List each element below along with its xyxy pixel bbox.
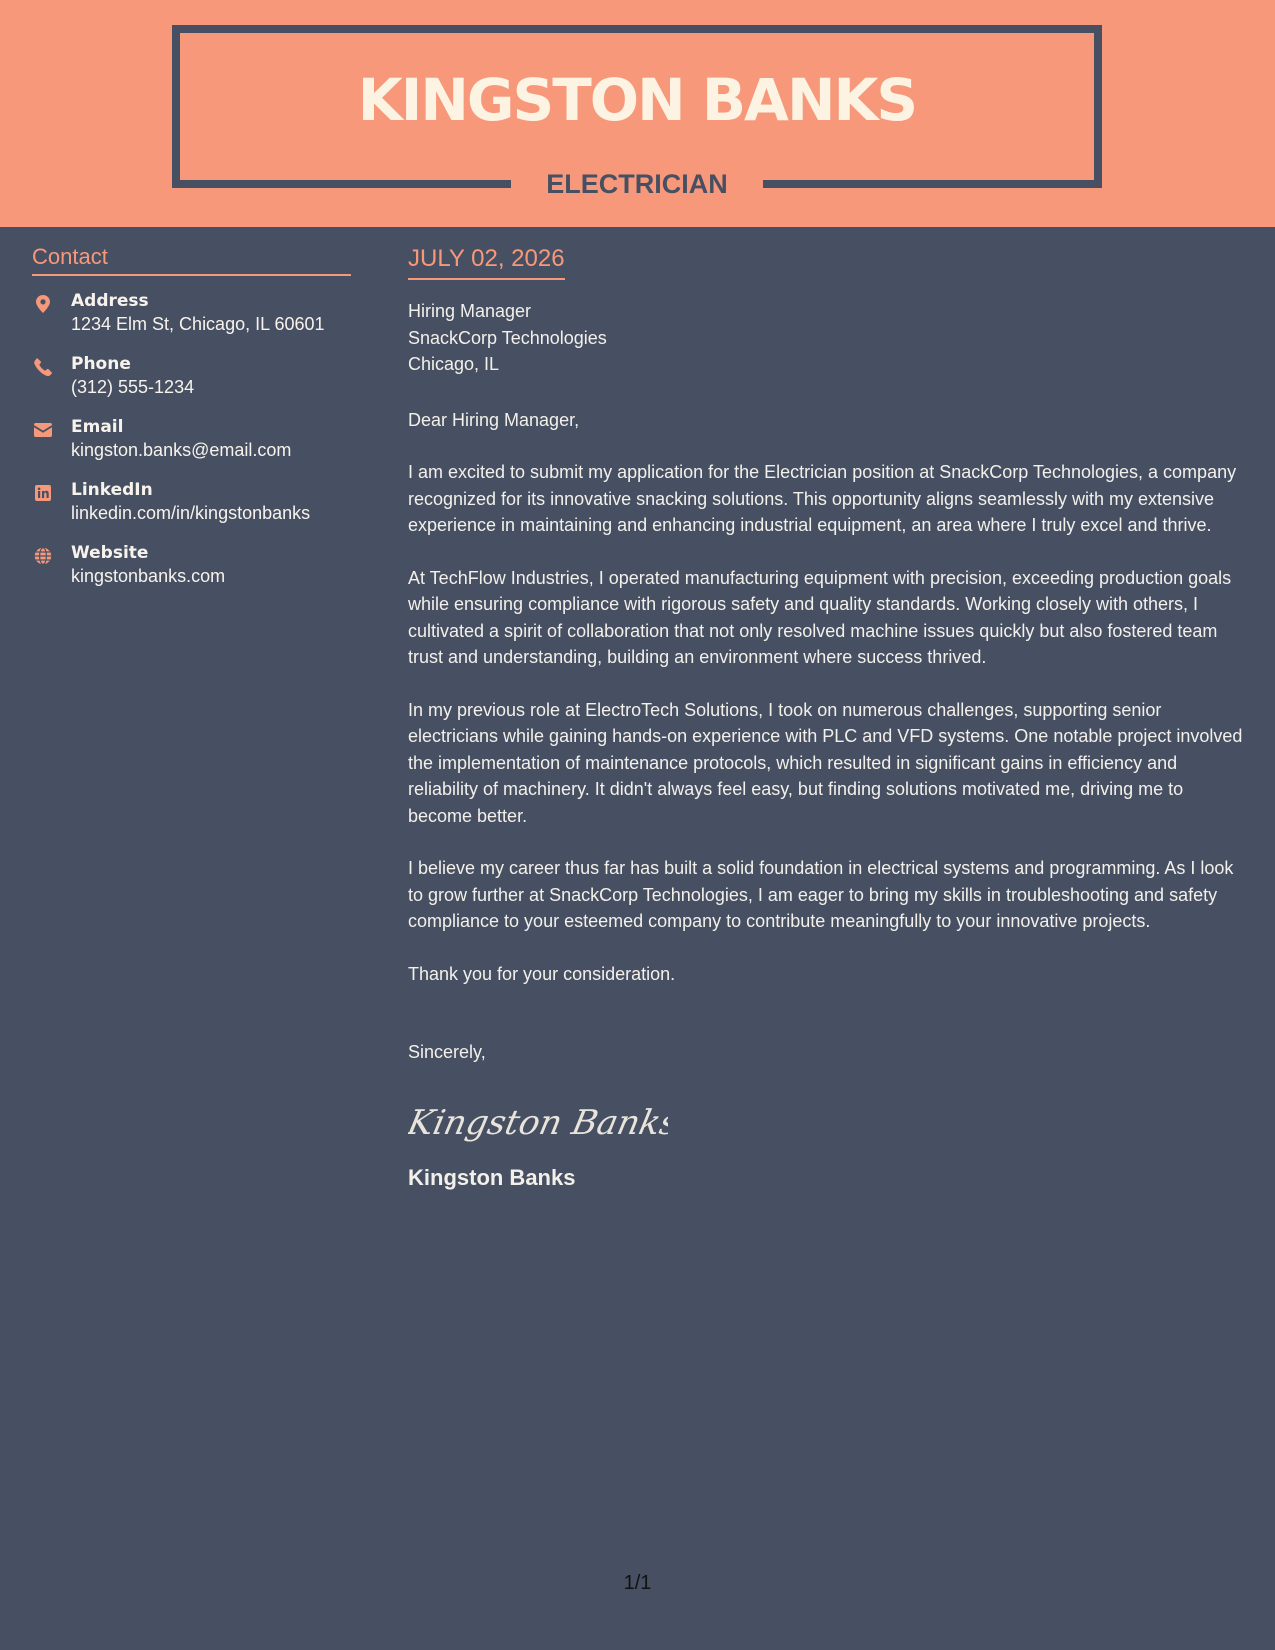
contact-value: (312) 555-1234 [71,377,195,397]
recipient-line: Chicago, IL [408,354,500,374]
paragraph: Thank you for your consideration. [408,963,676,984]
salutation: Dear Hiring Manager, [408,409,580,430]
page-number: 1/1 [623,1572,652,1594]
contact-value: kingston.banks@email.com [71,440,292,460]
globe-icon [34,547,52,565]
map-pin-icon [34,295,52,313]
contact-email [32,416,351,462]
job-title: ELECTRICIAN [546,169,728,199]
contact-value: kingstonbanks.com [71,566,226,586]
contact-value: 1234 Elm St, Chicago, IL 60601 [71,314,325,334]
closing: Sincerely, [408,1042,486,1062]
paragraph: In my previous role at ElectroTech Solutions, I took on numerous challenges, supporting senior electricians while gaining hands-on experience with PLC and VFD systems. One notable project involved the implementation of maintenance protocols, which resulted in significant gains in efficiency and reliability of machinery. It didn't always feel easy, but finding solutions motivated me, driving me to become better. [408,699,1243,826]
recipient-line: SnackCorp Technologies [408,327,607,348]
recipient-line: Hiring Manager [408,301,532,321]
header-banner [0,0,1275,227]
linkedin-icon [34,484,52,502]
contact-sidebar [32,243,351,605]
paragraph: At TechFlow Industries, I operated manufacturing equipment with precision, exceeding production goals while ensuring compliance with rigorous safety and quality standards. Working closely with others, I cultivated a spirit of collaboration that not only resolved machine issues quickly but also fostered team trust and understanding, building an environment where success thrived. [408,567,1232,667]
envelope-icon [34,421,52,439]
contact-label: Address [71,291,149,311]
contact-website [32,542,351,588]
paragraph: I believe my career thus far has built a solid foundation in electrical systems and programming. As I look to grow further at SnackCorp Technologies, I am eager to bring my skills in troubleshooting and safety compliance to your esteemed company to contribute meaningfully to your innovative projects. [408,858,1234,931]
contact-address [32,290,351,336]
recipient-block [408,298,1248,378]
signature-image [408,1096,1248,1146]
letter-body [408,244,1248,1192]
contact-heading: Contact [32,243,351,276]
contact-phone [32,353,351,399]
contact-label: Email [71,417,124,437]
signed-name: Kingston Banks [408,1164,576,1190]
contact-label: Website [71,543,149,563]
signature-script: Kingston Banks [408,1102,668,1143]
contact-label: LinkedIn [71,480,153,500]
candidate-name: KINGSTON BANKS [357,66,917,134]
contact-label: Phone [71,354,131,374]
contact-value: linkedin.com/in/kingstonbanks [71,503,311,523]
letter-date: JULY 02, 2026 [408,244,565,280]
contact-linkedin [32,479,351,525]
paragraph: I am excited to submit my application for the Electrician position at SnackCorp Technologies, a company recognized for its innovative snacking solutions. This opportunity aligns seamlessly with my extensive experience in maintaining and enhancing industrial equipment, an area where I truly excel and thrive. [408,462,1237,535]
phone-icon [34,358,52,376]
